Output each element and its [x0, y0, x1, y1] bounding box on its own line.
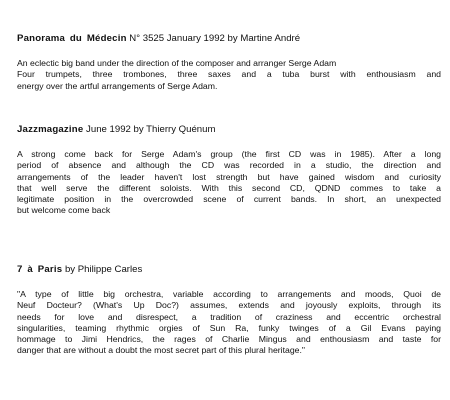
publication-name: Panorama du Médecin [17, 33, 127, 44]
review-line: Four trumpets, three trombones, three saxes and a tuba burst with enthousiasm and [17, 69, 441, 80]
review-line: A strong come back for Serge Adam's group (the first CD was in 1985). After a long [17, 149, 441, 159]
review-body [17, 58, 441, 92]
review-heading [17, 124, 441, 136]
review-line: singularities, teaming rhythmic orgies of Sun Ra, funky twinges of a Gil Evans paying [17, 322, 441, 333]
review-line: hommage to Jimi Hendrics, the rages of Charlie Mingus and enthousiasm and taste for [17, 334, 441, 345]
review-line: "A type of little big orchestra, variable according to arrangements and moods, Quoi de [17, 289, 441, 299]
review-heading [17, 264, 441, 276]
review-byline: June 1992 by Thierry Quénum [83, 124, 216, 135]
review-line: legitimate position in the overcrowded scene of current bands. In short, an unexpected [17, 194, 441, 205]
review-line: arrangements of the leader haven't lost strength but have gained wisdom and curiosity [17, 171, 441, 182]
review-heading [17, 33, 441, 45]
review-line: but welcome come back [17, 205, 111, 216]
publication-name: 7 à Paris [17, 264, 63, 275]
review-line: needs for love and disrespect, a tradition of craziness and eccentric orchestral [17, 311, 441, 322]
review-line: An eclectic big band under the direction of the composer and arranger Serge Adam [17, 58, 337, 68]
review-line: period of absence and although the CD was recorded in a studio, the direction and [17, 160, 441, 171]
review-7-a-paris [17, 264, 441, 357]
review-line: energy over the artful arrangements of Serge Adam. [17, 80, 218, 91]
review-byline: by Philippe Carles [62, 264, 143, 275]
review-jazzmagazine [17, 124, 441, 217]
review-line: Neuf Docteur? (What's Up Doc?) assumes, extends and joyously exploits, through its [17, 300, 441, 311]
review-byline: N° 3525 January 1992 by Martine André [126, 33, 301, 44]
review-body [17, 289, 441, 357]
review-body [17, 149, 441, 217]
review-panorama-du-medecin [17, 33, 441, 92]
publication-name: Jazzmagazine [17, 124, 84, 135]
review-line: that well serve the different soloists. With this second CD, QDND commes to take a [17, 182, 441, 193]
review-line: danger that are without a doubt the most secret part of this plural heritage." [17, 345, 306, 356]
